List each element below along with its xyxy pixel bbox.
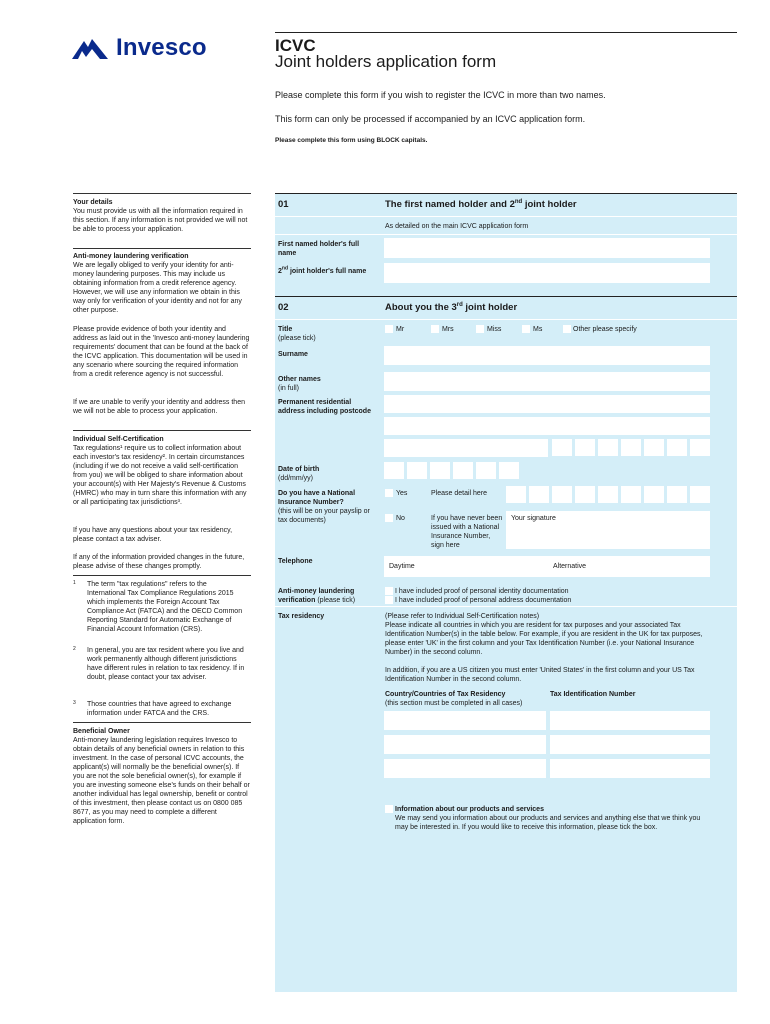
tax-col-2-header: Tax Identification Number [550,691,636,698]
title-label: Title (please tick) [278,326,316,342]
title-mr-checkbox[interactable] [385,325,393,333]
section-01-title: The first named holder and 2nd joint holder [385,199,577,211]
ni-char-box[interactable] [621,486,641,503]
row-divider [275,234,737,235]
intro-line-1: Please complete this form if you wish to register the ICVC in more than two names. [275,90,606,100]
intro-line-3: Please complete this form using BLOCK capitals. [275,137,428,144]
tax-country-field-3[interactable] [384,759,546,778]
aml-block [73,252,251,315]
other-names-label: Other names (in full) [278,376,321,392]
changes-text: If any of the information provided changes in the future, please advise of these changes promptly. [73,554,245,570]
left-divider [73,248,251,249]
ni-no-detail: If you have never been issued with a National Insurance Number, sign here [431,515,503,549]
surname-field[interactable] [384,346,710,365]
aml-address-checkbox[interactable] [385,596,393,604]
selfcert-title: Individual Self-Certification [73,436,164,443]
address-label: Permanent residential address including postcode [278,399,371,415]
title-miss-label: Miss [487,326,502,333]
postcode-box[interactable] [667,439,687,456]
tax-residency-label: Tax residency [278,613,325,620]
title-mrs-label: Mrs [442,326,454,333]
marketing-title: Information about our products and services [395,806,544,813]
your-details-text: You must provide us with all the information required in this section. If any information is not provided we will not be able to process your application. [73,208,248,233]
page-subtitle: Joint holders application form [275,52,497,71]
unable-text: If we are unable to verify your identity and address then we will not be able to process your application. [73,399,245,415]
address-line-1[interactable] [384,395,710,413]
postcode-box[interactable] [598,439,618,456]
ni-char-box[interactable] [575,486,595,503]
tax-note-3: In addition, if you are a US citizen you must enter 'United States' in the first column and your US Tax Identification Number in the second column. [385,667,695,683]
intro-line-2: This form can only be processed if accompanied by an ICVC application form. [275,114,586,124]
tax-note-1: (Please refer to Individual Self-Certification notes) [385,613,540,620]
section-01-rule [275,193,737,194]
dob-digit-box[interactable] [430,462,450,479]
bo-title: Beneficial Owner [73,728,130,735]
dob-label: Date of birth (dd/mm/yy) [278,466,320,482]
title-mr-label: Mr [396,326,405,333]
dob-digit-box[interactable] [453,462,473,479]
ni-detail-label: Please detail here [431,490,488,497]
aml-identity-checkbox[interactable] [385,587,393,595]
title-ms-label: Ms [533,326,543,333]
telephone-label: Telephone [278,558,313,565]
tax-country-field-1[interactable] [384,711,546,730]
other-names-field[interactable] [384,372,710,391]
postcode-box[interactable] [621,439,641,456]
daytime-label: Daytime [389,563,415,570]
ni-question-label: Do you have a National Insurance Number? (this will be on your payslip or tax documents) [278,490,370,524]
section-01-note: As detailed on the main ICVC application form [385,223,529,230]
ni-char-box[interactable] [598,486,618,503]
ni-yes-checkbox[interactable] [385,489,393,497]
ni-char-box[interactable] [690,486,710,503]
surname-label: Surname [278,351,308,358]
ni-char-box[interactable] [506,486,526,503]
your-details-block [73,198,251,234]
postcode-box[interactable] [552,439,572,456]
dob-digit-box[interactable] [407,462,427,479]
address-line-2[interactable] [384,417,710,435]
ni-char-box[interactable] [667,486,687,503]
aml-identity-label: I have included proof of personal identity documentation [395,588,569,595]
ni-no-label: No [396,515,405,522]
row-divider [275,216,737,217]
dob-digit-box[interactable] [384,462,404,479]
brand-name: Invesco [116,34,207,61]
address-line-3[interactable] [384,439,548,457]
evidence-text: Please provide evidence of both your identity and address as laid out in the 'Invesco anti-money laundering requirements' document that can be found at the back of the ICVC application. This documentation will be used in any scenario where sourcing the required information from a credit reference agency is not successful. [73,326,250,378]
postcode-box[interactable] [644,439,664,456]
tax-country-field-2[interactable] [384,735,546,754]
title-other-checkbox[interactable] [563,325,571,333]
left-divider [73,193,251,194]
selfcert-block [73,435,251,507]
ni-char-box[interactable] [529,486,549,503]
dob-digit-box[interactable] [499,462,519,479]
ni-yes-label: Yes [396,490,408,497]
signature-label: Your signature [511,515,556,522]
dob-digit-box[interactable] [476,462,496,479]
tax-note-2: Please indicate all countries in which you are resident for tax purposes and your associated Tax Identification Number(s) in the table below. For example, if you are resident in the UK for tax purposes, please enter 'UK' in the first column and your Tax Identification Number (i.e. your National Insurance Number) in the second column. [385,622,703,656]
tax-tin-field-1[interactable] [550,711,710,730]
postcode-box[interactable] [575,439,595,456]
title-mrs-checkbox[interactable] [431,325,439,333]
bo-text: Anti-money laundering legislation requires Invesco to obtain details of any beneficial owners in relation to this investment. In the case of personal ICVC accounts, the applicant(s) will normally be the beneficial owner(s). If you are not the sole beneficial owner(s), for example if you are investing someone else's funds on their behalf or another individual has legal ownership, benefit or control of this investment, then please contact us on 0800 085 8677, as you may need to complete a different application form. [73,737,250,825]
ni-char-box[interactable] [552,486,572,503]
first-holder-label: First named holder's full name [278,241,360,257]
section-02-number: 02 [278,302,289,313]
second-holder-name-field[interactable] [384,263,710,283]
ni-no-checkbox[interactable] [385,514,393,522]
title-miss-checkbox[interactable] [476,325,484,333]
page-title: ICVC [275,36,316,55]
footnote-3: 3 Those countries that have agreed to exchange information under FATCA and the CRS. [73,700,232,717]
marketing-text: We may send you information about our products and services and anything else that we think you may be interested in. If you would like to receive this information, please tick the box. [395,815,701,831]
your-details-title: Your details [73,199,113,206]
invesco-mountain-icon [70,35,110,61]
marketing-block [395,805,715,832]
left-divider [73,430,251,431]
title-ms-checkbox[interactable] [522,325,530,333]
section-02-title: About you the 3rd joint holder [385,302,518,314]
aml-text: We are legally obliged to verify your identity for anti-money laundering purposes. This may include us obtaining information from a credit reference agency. However, we will use any information we obtain in this way only for verification of your identity and not for any other purpose. [73,262,242,314]
beneficial-owner-block [73,727,251,826]
ni-char-box[interactable] [644,486,664,503]
header-rule [275,32,737,33]
selfcert-text: Tax regulations¹ require us to collect information about each investor's tax residency². In certain circumstances (including if we do not receive a valid self-certification from you) we will be obliged to share information about your account(s) with Her Majesty's Revenue & Customs (HMRC) who may in turn share this information with any or all participating tax jurisdictions³. [73,445,247,506]
marketing-checkbox[interactable] [385,805,393,813]
aml-address-label: I have included proof of personal address documentation [395,597,572,604]
alternative-label: Alternative [553,563,587,570]
title-other-label: Other please specify [573,326,637,333]
postcode-box[interactable] [690,439,710,456]
footnote-2: 2 In general, you are tax resident where you live and work permanently although different jurisdictions have different rules in relation to tax residency. If in doubt, please contact your tax adviser. [73,646,245,681]
section-02-rule [275,296,737,297]
aml-title: Anti-money laundering verification [73,253,189,260]
footnote-1: 1 The term "tax regulations" refers to the International Tax Compliance Regulations 2015 which implements the Foreign Account Tax Compliance Act (FATCA) and the OECD Common Reporting Standard for Automatic Exchange of Financial Account Information (CRS). [73,580,243,633]
left-divider [73,575,251,576]
row-divider [275,319,737,320]
left-divider [73,722,251,723]
questions-text: If you have any questions about your tax residency, please contact a tax adviser. [73,527,233,543]
row-divider [275,606,737,607]
tax-tin-field-3[interactable] [550,759,710,778]
first-holder-name-field[interactable] [384,238,710,258]
tax-col-1-header: Country/Countries of Tax Residency (this section must be completed in all cases) [385,691,523,707]
second-holder-label: 2nd joint holder's full name [278,266,367,276]
tax-tin-field-2[interactable] [550,735,710,754]
invesco-logo [70,32,230,64]
aml-verification-label: Anti-money laundering verification (please tick) [278,588,356,604]
section-01-number: 01 [278,199,289,210]
